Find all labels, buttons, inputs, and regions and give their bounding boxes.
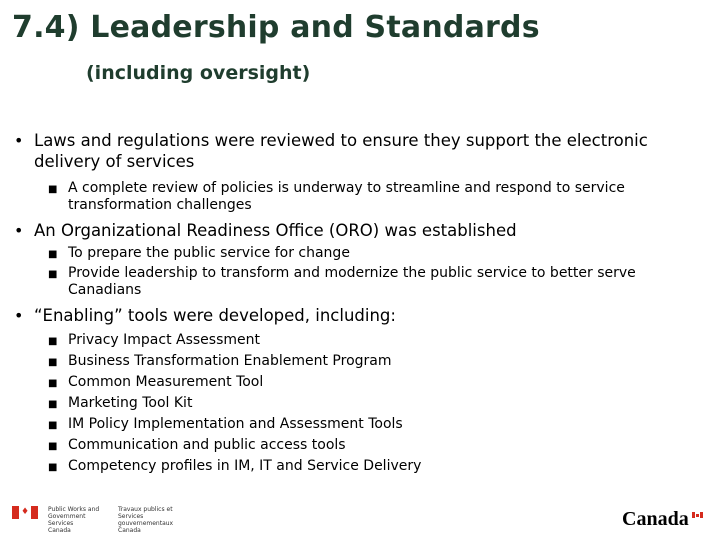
square-bullet-icon: ■: [48, 269, 58, 280]
sub-bullet-item: [14, 458, 710, 475]
sub-bullet-text: Common Measurement Tool: [68, 374, 264, 390]
bullet-item: [14, 305, 710, 326]
sub-bullet-item: [14, 265, 710, 299]
square-bullet-icon: ■: [48, 441, 58, 452]
department-name-fr: Travaux publics et Services gouvernementaux Canada: [118, 506, 174, 534]
wordmark-flag-icon: [692, 512, 703, 518]
sub-bullet-text: Privacy Impact Assessment: [68, 332, 260, 348]
sub-bullet-text: To prepare the public service for change: [68, 245, 350, 261]
bullet-text: Laws and regulations were reviewed to ensure they support the electronic delivery of services: [34, 131, 648, 171]
sub-bullet-item: [14, 245, 710, 262]
bullet-item: [14, 130, 710, 172]
sub-bullet-text: Communication and public access tools: [68, 437, 346, 453]
bullet-dot-icon: •: [14, 221, 24, 240]
canada-wordmark: Canada: [622, 508, 689, 530]
bullet-text: An Organizational Readiness Office (ORO) was established: [34, 221, 517, 240]
sub-bullet-text: IM Policy Implementation and Assessment Tools: [68, 416, 403, 432]
sub-bullet-item: [14, 395, 710, 412]
bullet-dot-icon: •: [14, 306, 24, 325]
department-name-en: Public Works and Government Services Canada: [48, 506, 100, 534]
square-bullet-icon: ■: [48, 249, 58, 260]
slide-subtitle: (including oversight): [86, 62, 311, 84]
sub-bullet-item: [14, 180, 710, 214]
sub-bullet-item: [14, 416, 710, 433]
square-bullet-icon: ■: [48, 357, 58, 368]
sub-bullet-item: [14, 437, 710, 454]
sub-bullet-text: A complete review of policies is underway to streamline and respond to service transformation challenges: [68, 180, 625, 213]
sub-bullet-text: Provide leadership to transform and modernize the public service to better serve Canadians: [68, 265, 636, 298]
bullet-item: [14, 220, 710, 241]
sub-bullet-text: Competency profiles in IM, IT and Service Delivery: [68, 458, 422, 474]
sub-bullet-text: Marketing Tool Kit: [68, 395, 193, 411]
square-bullet-icon: ■: [48, 336, 58, 347]
sub-bullet-item: [14, 353, 710, 370]
sub-bullet-item: [14, 374, 710, 391]
square-bullet-icon: ■: [48, 399, 58, 410]
bullet-list: [14, 130, 710, 475]
square-bullet-icon: ■: [48, 378, 58, 389]
slide-title: 7.4) Leadership and Standards: [12, 10, 540, 45]
sub-bullet-item: [14, 332, 710, 349]
sub-bullet-text: Business Transformation Enablement Program: [68, 353, 392, 369]
square-bullet-icon: ■: [48, 420, 58, 431]
square-bullet-icon: ■: [48, 462, 58, 473]
bullet-dot-icon: •: [14, 131, 24, 150]
canada-flag-icon: ♦: [12, 506, 38, 519]
bullet-text: “Enabling” tools were developed, including:: [34, 306, 396, 325]
department-signature: [12, 506, 176, 534]
square-bullet-icon: ■: [48, 184, 58, 195]
